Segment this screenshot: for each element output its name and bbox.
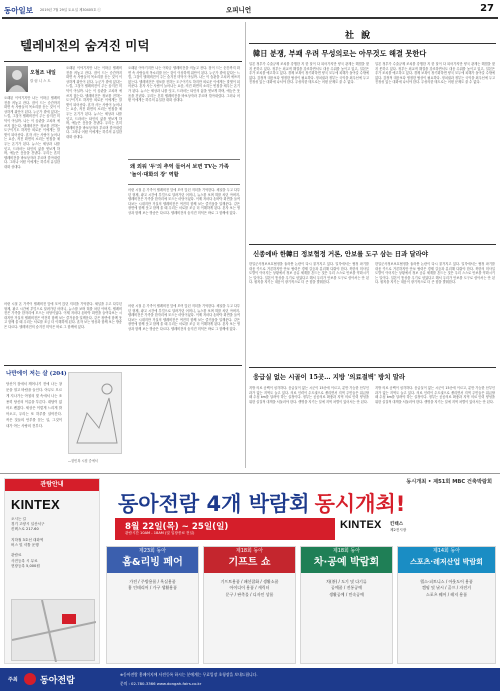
map-icon — [12, 600, 96, 662]
venue-logo: KINTEX — [340, 519, 382, 531]
ad-venue — [338, 518, 418, 540]
editorial-headline-1: 韓日 분쟁, 부패 우려 무성의로는 아무것도 해결 못한다 — [253, 49, 427, 58]
venue-hall: 제2전시장 — [390, 528, 407, 532]
page-number: 27 — [480, 3, 494, 14]
fair-4-head — [398, 547, 495, 573]
fair-2-number: 제18회 동아 — [235, 548, 264, 554]
pull-quote: 왜 외워 '두'의 추억 들어서 보면 TV는 가족 '놀이·대화의 장' 역할 — [130, 164, 229, 178]
poem-title: 나만에이 저는 살 (204) — [6, 371, 67, 377]
newspaper-name: 동아일보 — [4, 6, 33, 15]
fair-box-tea-craft — [300, 546, 393, 664]
footer-org: 동아전람 — [40, 676, 75, 686]
fair-2-name: 기프트 쇼 — [228, 557, 271, 568]
venue-name: 킨텍스 — [390, 522, 404, 527]
info-logo: KINTEX — [11, 497, 60, 512]
editorial-section — [249, 22, 496, 470]
fair-3-head — [301, 547, 392, 573]
column-body-2: 어린 시절 온 가족이 텔레비전 앞에 모여 앉던 저녁을 기억한다. 채널을 두고 다투던 형제, 광고 시간에 부엌으로 달려가던 어머니, 뉴스를 보며 혀를 차던 아버지. 텔레비전은 가족을 한자리에 모으는 마당이었다. 이제 저마다 손바닥 화면을 들여다보는 시대지만 거실의 텔레비전은 여전히 함께 보는 즐거움을 일깨운다. 같은 장면에 함께 웃고 함께 울 때 우리는 서로를 조금 더 이해하게 된다. 혼자 보는 영상과 함께 보는 방송은 다르다. 텔레비전의 숨겨진 미덕은 바로 그 함께에 있다. — [128, 188, 240, 215]
editorial-body-2a: 한일군사정보보호협정을 둘러싼 논란이 다시 불거지고 있다. 일각에서는 협정 파기를 대응 카드로 거론하지만 안보 협력은 경제 갈등과 분리해 다뤄야 한다. 북한의 미사일 도발이 이어지는 상황에서 정보 공유 체계를 흔드는 것은 우리 스스로 안보를 약화시키는 일이다. 일본이 통상을 무기로 삼았다고 해서 우리가 안보를 도구로 삼아서는 안 된다. 원칙을 지키는 대응이 장기적으로 더 큰 힘을 발휘한다. — [249, 262, 369, 285]
fair-4-number: 제14회 동아 — [432, 548, 461, 554]
ad-info-panel — [4, 478, 100, 664]
editorial-body-1b: 일본 정부가 수출규제 조치를 강행한 지 한 달이 다 되어가지만 양국 관계는 해법을 찾지 못하고 있다. 정부는 외교적 해결을 강조하면서도 대응 수위를 높이고 있고, 일본은 추가 조치를 예고하고 있다. 경제 보복이 장기화하면 양국 모두에 피해가 돌아갈 수밖에 없다. 감정적 대응보다 냉정한 협상이 필요하다. 정치권과 정부는 국익을 최우선에 두고 진정성 있는 대화에 나서야 한다. 무성의한 태도로는 어떤 문제도 풀 수 없다. — [375, 62, 495, 85]
fair-1-items: 가전 / 주방용품 / 욕실용품 홈 인테리어 / 가구 생활용품 — [128, 579, 177, 591]
footer-host-label: 주최 — [8, 677, 18, 683]
info-label: 관람안내 — [5, 479, 99, 491]
page-header — [2, 2, 498, 18]
person-icon — [6, 66, 28, 92]
pull-quote-rule-bottom — [128, 184, 240, 185]
column-body-2b: 어린 시절 온 가족이 텔레비전 앞에 모여 앉던 저녁을 기억한다. 채널을 두고 다투던 형제, 광고 시간에 부엌으로 달려가던 어머니, 뉴스를 보며 혀를 차던 아버지. 텔레비전은 가족을 한자리에 모으는 마당이었다. 이제 저마다 손바닥 화면을 들여다보는 시대지만 거실의 텔레비전은 여전히 함께 보는 즐거움을 일깨운다. 같은 장면에 함께 웃고 함께 울 때 우리는 서로를 조금 더 이해하게 된다. 혼자 보는 영상과 함께 보는 방송은 다르다. 텔레비전의 숨겨진 미덕은 바로 그 함께에 있다. — [4, 302, 122, 329]
column-body-3: 어린 시절 온 가족이 텔레비전 앞에 모여 앉던 저녁을 기억한다. 채널을 두고 다투던 형제, 광고 시간에 부엌으로 달려가던 어머니, 뉴스를 보며 혀를 차던 아버지. 텔레비전은 가족을 한자리에 모으는 마당이었다. 이제 저마다 손바닥 화면을 들여다보는 시대지만 거실의 텔레비전은 여전히 함께 보는 즐거움을 일깨운다. 같은 장면에 함께 웃고 함께 울 때 우리는 서로를 조금 더 이해하게 된다. 혼자 보는 영상과 함께 보는 방송은 다르다. 텔레비전의 숨겨진 미덕은 바로 그 함께에 있다. — [128, 304, 240, 331]
editorial-body-3b: 지방 의료 공백이 심각하다. 응급실이 없는 시군이 15곳에 이르고, 분만 가능한 산부인과가 없는 지역도 늘고 있다. 의료 인력이 수도권으로 쏠리면서 지역 주민들은 위급할 때 수십 km를 달려야 하는 실정이다. 정부는 공공의료 확충과 지역 의료 인력 양성을 위한 실질적 대책을 서둘러야 한다. 생명을 지키는 일에 지역 차별이 있어서는 안 된다. — [375, 386, 495, 404]
fair-box-home-living — [106, 546, 199, 664]
editorial-rule-3 — [249, 367, 496, 368]
pull-quote-rule-top — [128, 159, 240, 160]
fair-3-items: 차(茶) / 도기 및 다기류 공예품 / 전통공예 생활공예 / 민속공예 — [326, 579, 367, 597]
header-rule — [2, 17, 498, 19]
ad-date: 8월 22일(목) ~ 25일(일) — [125, 522, 229, 532]
fair-3-name: 차·공예 박람회 — [313, 557, 380, 568]
ad-footer — [0, 668, 500, 691]
opinion-column — [4, 22, 242, 470]
editorial-body-1a: 일본 정부가 수출규제 조치를 강행한 지 한 달이 다 되어가지만 양국 관계는 해법을 찾지 못하고 있다. 정부는 외교적 해결을 강조하면서도 대응 수위를 높이고 있고, 일본은 추가 조치를 예고하고 있다. 경제 보복이 장기화하면 양국 모두에 피해가 돌아갈 수밖에 없다. 감정적 대응보다 냉정한 협상이 필요하다. 정치권과 정부는 국익을 최우선에 두고 진정성 있는 대화에 나서야 한다. 무성의한 태도로는 어떤 문제도 풀 수 없다. — [249, 62, 369, 85]
ad-headline — [118, 488, 405, 518]
column-body-1b: 오래된 이야기지만 나는 이따금 텔레비전을 켜놓고 잔다. 잠이 드는 순간까지 화면 속 사람들의 목소리를 듣는 것이 이상하게 위안이 된다. 누군가 곁에 있다는 느낌, 그것이 텔레비전이 주는 숨겨진 미덕이 아닐까. 나는 이 습관을 고치려 애쓰지 않는다. 텔레비전은 정보를 전하는 도구이기도 하지만 외로운 이에게는 말벗이 되어준다. 혼자 사는 사람이 늘어나는 요즘, 켜진 화면의 소리는 빈집을 채우는 온기가 된다. 뉴스는 세상과 나를 잇고, 드라마는 타인의 삶을 엿보게 하며, 예능은 웃음을 건넨다. 우리는 흔히 텔레비전을 바보상자라 부르며 깎아내렸다. 그러나 어떤 이에게는 하루의 유일한 대화 상대다. — [66, 66, 122, 139]
fair-1-name: 홈&리빙 페어 — [122, 557, 183, 568]
column-illustration — [68, 372, 122, 454]
fair-4-items: 헬스·피트니스 / 아웃도어 용품 캠핑 및 낚시 / 골프 / 자전거 스포츠 웨어 / 레저 용품 — [420, 579, 473, 597]
info-map — [11, 599, 95, 661]
footer-contact[interactable]: 문의 : 02-780-3366 www.dongah-fairs.co.kr — [120, 681, 202, 686]
fair-box-sports-leisure — [397, 546, 496, 664]
ad-date-band — [115, 518, 335, 540]
fair-1-number: 제23회 동아 — [138, 548, 167, 554]
author-name: 오철조 내일 — [30, 70, 56, 76]
fair-box-gift-show — [203, 546, 296, 664]
author-photo — [6, 66, 28, 92]
fair-4-name: 스포츠·레저산업 박람회 — [410, 558, 483, 566]
editorial-rule-2 — [249, 244, 496, 245]
column-body-1c: 오래된 이야기지만 나는 이따금 텔레비전을 켜놓고 잔다. 잠이 드는 순간까지 화면 속 사람들의 목소리를 듣는 것이 이상하게 위안이 된다. 누군가 곁에 있다는 느낌, 그것이 텔레비전이 주는 숨겨진 미덕이 아닐까. 나는 이 습관을 고치려 애쓰지 않는다. 텔레비전은 정보를 전하는 도구이기도 하지만 외로운 이에게는 말벗이 되어준다. 혼자 사는 사람이 늘어나는 요즘, 켜진 화면의 소리는 빈집을 채우는 온기가 된다. 뉴스는 세상과 나를 잇고, 드라마는 타인의 삶을 엿보게 하며, 예능은 웃음을 건넨다. 우리는 흔히 텔레비전을 바보상자라 부르며 깎아내렸다. 그러나 어떤 이에게는 하루의 유일한 대화 상대다. — [128, 66, 240, 103]
editorial-rule — [249, 43, 496, 44]
editorial-headline-3: 웅급실 없는 시골이 15곳… 지방 '의료절벽' 방치 말라 — [253, 373, 406, 381]
footer-note: ※동아전람 홈페이지에 사전등록 하시는 분에게는 무료입장 초청장을 보내드립니다. — [120, 672, 258, 677]
editorial-label: 社 說 — [345, 31, 373, 41]
issue-date: 2019년 7월 29일 토요일 제30405호 ⓒ — [40, 8, 101, 12]
fair-2-head — [204, 547, 295, 573]
section-name: 오피니언 — [226, 6, 252, 14]
ad-headline-main: 동아전람 4개 박람회 — [118, 492, 310, 516]
poem-signature: ―함민복 시집 중에서 — [68, 459, 98, 463]
ad-top-banner: 동시개최 • 제51회 MBC 건축박람회 — [406, 479, 492, 485]
column-divider — [245, 22, 246, 468]
drawing-icon — [69, 373, 121, 453]
info-details: 오시는 길 경기 고양시 일산서구 킨텍스로 217-60 지하철 3호선 대화역 버스 및 셔틀 운행 관람료 사전등록 시 무료 현장등록 5,000원 — [11, 517, 45, 568]
editorial-headline-2: 신종에바 한韓日 정보협정 거론, 안보를 도구 삼는 日과 달라야 — [253, 250, 429, 258]
ad-headline-tail: 동시개최! — [314, 492, 406, 516]
ad-time: 관람시간 10AM - 18AM (및 입장종료 전일) — [125, 531, 195, 535]
fair-1-head — [107, 547, 198, 573]
editorial-body-2b: 한일군사정보보호협정을 둘러싼 논란이 다시 불거지고 있다. 일각에서는 협정 파기를 대응 카드로 거론하지만 안보 협력은 경제 갈등과 분리해 다뤄야 한다. 북한의 미사일 도발이 이어지는 상황에서 정보 공유 체계를 흔드는 것은 우리 스스로 안보를 약화시키는 일이다. 일본이 통상을 무기로 삼았다고 해서 우리가 안보를 도구로 삼아서는 안 된다. 원칙을 지키는 대응이 장기적으로 더 큰 힘을 발휘한다. — [375, 262, 495, 285]
author-title: 칼 럼 니 스 트 — [30, 79, 51, 83]
column-body-1: 오래된 이야기지만 나는 이따금 텔레비전을 켜놓고 잔다. 잠이 드는 순간까지 화면 속 사람들의 목소리를 듣는 것이 이상하게 위안이 된다. 누군가 곁에 있다는 느낌, 그것이 텔레비전이 주는 숨겨진 미덕이 아닐까. 나는 이 습관을 고치려 애쓰지 않는다. 텔레비전은 정보를 전하는 도구이기도 하지만 외로운 이에게는 말벗이 되어준다. 혼자 사는 사람이 늘어나는 요즘, 켜진 화면의 소리는 빈집을 채우는 온기가 된다. 뉴스는 세상과 나를 잇고, 드라마는 타인의 삶을 엿보게 하며, 예능은 웃음을 건넨다. 우리는 흔히 텔레비전을 바보상자라 부르며 깎아내렸다. 그러나 어떤 이에게는 하루의 유일한 대화 상대다. — [4, 96, 60, 169]
editorial-body-3a: 지방 의료 공백이 심각하다. 응급실이 없는 시군이 15곳에 이르고, 분만 가능한 산부인과가 없는 지역도 늘고 있다. 의료 인력이 수도권으로 쏠리면서 지역 주민들은 위급할 때 수십 km를 달려야 하는 실정이다. 정부는 공공의료 확충과 지역 의료 인력 양성을 위한 실질적 대책을 서둘러야 한다. 생명을 지키는 일에 지역 차별이 있어서는 안 된다. — [249, 386, 369, 404]
poem-body: 당신이 잠에서 깨어나기 전에 나는 창문을 열고 바람을 들인다. 아무도 모르게 지나가는 아침의 빛 속에서 나는 조용히 당신의 이름을 부른다. 대답이 없어도 괜찮다. 세상은 이렇게 느리게 밝아오고, 우리는 또 하루를 살아간다. 작은 것들의 안부를 묻는 일, 그것이 내가 아는 사랑의 전부다. — [6, 382, 62, 428]
expo-advertisement — [0, 473, 500, 691]
fair-2-items: 기프트용품 / 패션잡화 / 생활소품 아이디어 용품 / 캐릭터 문구 / 판촉물 / 디자인 상품 — [220, 579, 279, 597]
fair-3-number: 제18회 동아 — [332, 548, 361, 554]
column-title: 텔레비전의 숨겨진 미덕 — [20, 38, 150, 53]
column-title-rule — [4, 61, 242, 62]
host-logo-icon — [24, 673, 36, 685]
